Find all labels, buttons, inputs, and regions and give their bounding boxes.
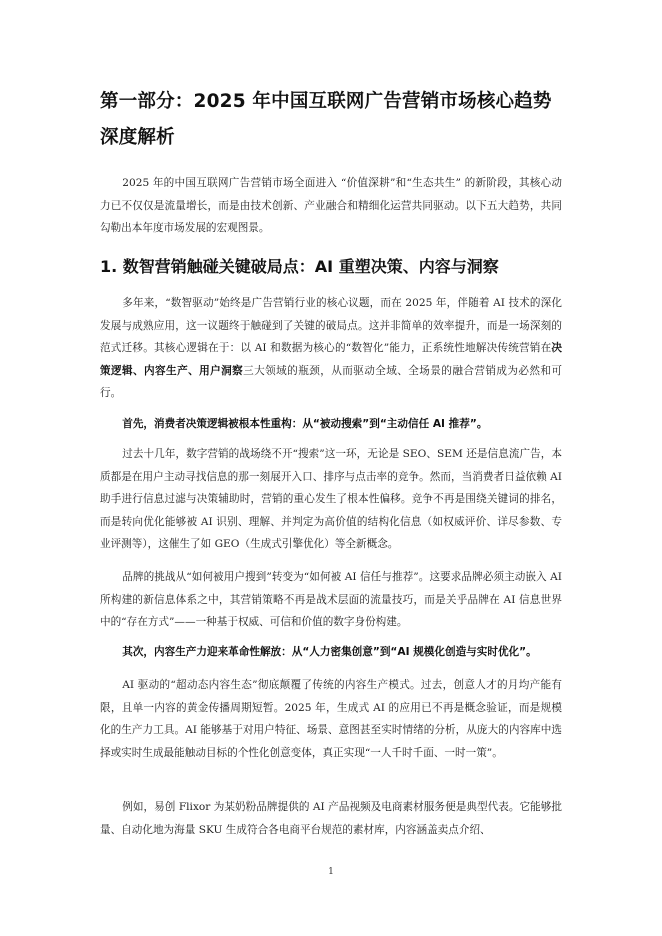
paragraph-text: 三大领域的瓶颈，从而驱动全域、全场景的融合营销成为必然和可行。	[100, 364, 563, 400]
heading-trend-1: 1. 数智营销触碰关键破局点：AI 重塑决策、内容与洞察	[100, 257, 499, 276]
subheading-decision-logic: 首先，消费者决策逻辑被根本性重构：从“被动搜索”到“主动信任 AI 推荐”。	[122, 418, 488, 430]
bold-phrase: 决策逻辑、内容生产、用户洞察	[100, 342, 562, 377]
paragraph-example: 例如，易创 Flixor 为某奶粉品牌提供的 AI 产品视频及电商素材服务便是典型代表。它能够批量、自动化地为海量 SKU 生成符合各电商平台规范的素材库，内容涵盖卖点介绍、	[100, 801, 562, 836]
paragraph-ai-breakthrough	[100, 292, 562, 405]
paragraph-search-shift: 过去十几年，数字营销的战场绕不开“搜索”这一环，无论是 SEO、SEM 还是信息流广告，本质都是在用户主动寻找信息的那一刻展开入口、排序与点击率的竞争。然而，当消费者日益依赖 AI 助手进行信息过滤与决策辅助时，营销的重心发生了根本性偏移。竞争不再是围绕关键词的排名，而是转向优化能够被 AI 识别、理解、并判定为高价值的结构化信息（如权威评价、详尽参数、专业评测等），这催生了如 GEO（生成式引擎优化）等全新概念。	[100, 448, 562, 551]
subheading-content-production: 其次，内容生产力迎来革命性解放：从“人力密集创意”到“AI 规模化创造与实时优化”。	[122, 646, 537, 658]
paragraph-brand-challenge: 品牌的挑战从“如何被用户搜到”转变为“如何被 AI 信任与推荐”。这要求品牌必须主动嵌入 AI 所构建的新信息体系之中，其营销策略不再是战术层面的流量技巧，而是关乎品牌在 AI 信息世界中的“存在方式”——一种基于权威、可信和价值的数字身份构建。	[100, 571, 562, 629]
paragraph-dynamic-content: AI 驱动的“超动态内容生态”彻底颠覆了传统的内容生产模式。过去，创意人才的月均产能有限，且单一内容的黄金传播周期短暂。2025 年，生成式 AI 的应用已不再是概念验证，而是规模化的生产力工具。AI 能够基于对用户特征、场景、意图甚至实时情绪的分析，从庞大的内容库中选择或实时生成最能触动目标的个性化创意变体，真正实现“一人千时千面、一时一策”。	[100, 679, 562, 759]
section-title: 第一部分：2025 年中国互联网广告营销市场核心趋势深度解析	[100, 91, 552, 148]
paragraph-text: 多年来，“数智驱动”始终是广告营销行业的核心议题，而在 2025 年，伴随着 AI 技术的深化发展与成熟应用，这一议题终于触碰到了关键的破局点。这并非简单的效率提升，而是一场深刻的范式迁移。其核心逻辑在于：以 AI 和数据为核心的“数智化”能力，正系统性地解决传统营销在	[100, 297, 563, 355]
intro-paragraph: 2025 年的中国互联网广告营销市场全面进入 “价值深耕”和“生态共生” 的新阶段，其核心动力已不仅仅是流量增长，而是由技术创新、产业融合和精细化运营共同驱动。以下五大趋势，共同勾勒出本年度市场发展的宏观图景。	[100, 177, 562, 235]
page-number: 1	[328, 867, 334, 877]
